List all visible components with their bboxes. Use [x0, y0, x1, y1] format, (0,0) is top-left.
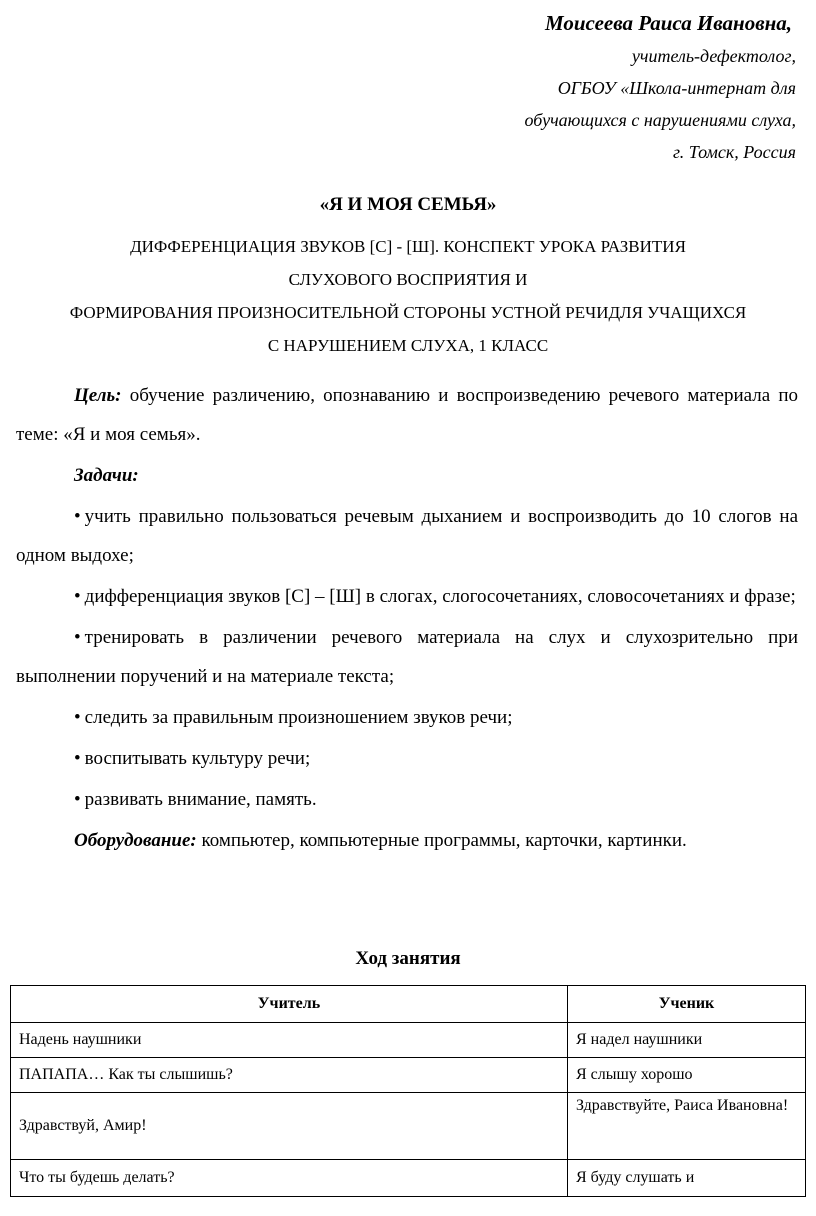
author-city: г. Томск, Россия [672, 142, 796, 162]
table-row [11, 1093, 806, 1160]
teacher-cell: ПАПАПА… Как ты слышишь? [11, 1058, 568, 1093]
table-row [11, 1023, 806, 1058]
task-item [16, 497, 798, 575]
bullet-icon: • [74, 586, 81, 607]
author-position: учитель-дефектолог, [631, 46, 796, 66]
author-block [525, 6, 796, 168]
goal-text: обучение различению, опознаванию и воспроизведению речевого материала по теме: «Я и моя семья». [16, 385, 799, 445]
task-text: воспитывать культуру речи; [84, 748, 311, 769]
teacher-cell: Надень наушники [11, 1023, 568, 1058]
author-name: Моисеева Раиса Ивановна, [545, 11, 792, 35]
author-school-line-2: обучающихся с нарушениями слуха, [524, 110, 796, 130]
student-cell: Здравствуйте, Раиса Ивановна! [568, 1093, 806, 1160]
bullet-icon: • [74, 506, 81, 527]
task-item [16, 618, 798, 696]
subtitle-line: ФОРМИРОВАНИЯ ПРОИЗНОСИТЕЛЬНОЙ СТОРОНЫ УСТНОЙ РЕЧИДЛЯ УЧАЩИХСЯ [69, 303, 747, 322]
lesson-section-title: Ход занятия [355, 948, 461, 969]
document-subtitle [10, 230, 806, 362]
column-header-teacher: Учитель [11, 986, 568, 1023]
document-body [16, 376, 798, 862]
tasks-label: Задачи: [74, 465, 139, 486]
equipment-text: компьютер, компьютерные программы, карточки, картинки. [201, 830, 687, 851]
student-cell: Я надел наушники [568, 1023, 806, 1058]
teacher-cell: Что ты будешь делать? [11, 1160, 568, 1197]
task-item [16, 739, 798, 778]
subtitle-line: С НАРУШЕНИЕМ СЛУХА, 1 КЛАСС [267, 336, 549, 355]
author-school-line-1: ОГБОУ «Школа-интернат для [557, 78, 796, 98]
task-text: развивать внимание, память. [84, 789, 317, 810]
student-cell: Я буду слушать и [568, 1160, 806, 1197]
subtitle-line: СЛУХОВОГО ВОСПРИЯТИЯ И [288, 270, 528, 289]
equipment-paragraph [16, 821, 798, 860]
goal-paragraph [16, 376, 798, 454]
task-item [16, 698, 798, 737]
bullet-icon: • [74, 707, 81, 728]
subtitle-line: ДИФФЕРЕНЦИАЦИЯ ЗВУКОВ [С] - [Ш]. КОНСПЕКТ УРОКА РАЗВИТИЯ [130, 237, 686, 256]
equipment-label: Оборудование: [74, 830, 197, 851]
bullet-icon: • [74, 789, 81, 810]
table-row [11, 1160, 806, 1197]
task-item [16, 577, 798, 616]
student-cell: Я слышу хорошо [568, 1058, 806, 1093]
document-title: «Я И МОЯ СЕМЬЯ» [319, 194, 497, 215]
bullet-icon: • [74, 627, 81, 648]
task-text: тренировать в различении речевого материала на слух и слухозрительно при выполнении поручений и на материале текста; [16, 627, 798, 687]
task-text: дифференциация звуков [С] – [Ш] в слогах, слогосочетаниях, словосочетаниях и фразе; [84, 586, 796, 607]
column-header-student: Ученик [568, 986, 806, 1023]
table-row [11, 1058, 806, 1093]
tasks-heading [16, 456, 798, 495]
lesson-table [10, 985, 806, 1197]
bullet-icon: • [74, 748, 81, 769]
goal-label: Цель: [74, 385, 122, 406]
task-item [16, 780, 798, 819]
teacher-cell: Здравствуй, Амир! [11, 1093, 568, 1160]
task-text: учить правильно пользоваться речевым дыханием и воспроизводить до 10 слогов на одном выдохе; [16, 506, 798, 566]
task-text: следить за правильным произношением звуков речи; [84, 707, 513, 728]
table-header-row [11, 986, 806, 1023]
